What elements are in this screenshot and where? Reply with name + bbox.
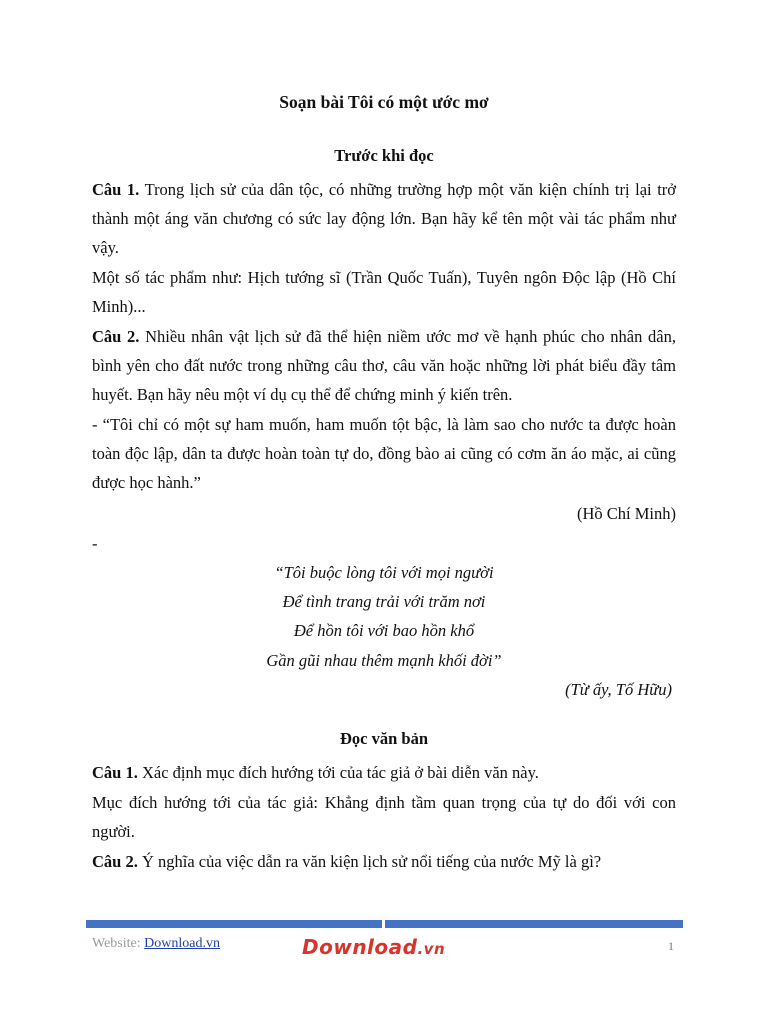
poem-line: Để tình trang trải với trăm nơi <box>282 592 486 612</box>
question-text: Nhiều nhân vật lịch sử đã thể hiện niềm ước mơ về hạnh phúc cho nhân dân, bình yên cho đất nước trong những câu thơ, câu văn hoặc những lời phát biểu đầy tâm huyết. Bạn hãy nêu một ví dụ cụ thể để chứng minh ý kiến trên. <box>92 327 676 405</box>
answer-1-block: Một số tác phẩm như: Hịch tướng sĩ (Trần Quốc Tuấn), Tuyên ngôn Độc lập (Hồ Chí Minh)... <box>92 268 676 317</box>
question-text: Xác định mục đích hướng tới của tác giả ở bài diễn văn này. <box>137 763 539 782</box>
footer-website-link[interactable]: Download.vn <box>144 936 220 951</box>
answer-1-block: Mục đích hướng tới của tác giả: Khẳng định tầm quan trọng của tự do đối với con người. <box>92 793 676 842</box>
page-number: 1 <box>668 939 674 953</box>
question-2-block <box>92 322 676 410</box>
logo-suffix-text: .vn <box>417 940 446 958</box>
footer-divider-gap <box>382 920 385 928</box>
poem-line: Để hồn tôi với bao hồn khổ <box>293 621 475 641</box>
section-heading-reading-text: Đọc văn bản <box>339 729 429 748</box>
question-1-block <box>92 758 676 787</box>
answer-2-citation: (Hồ Chí Minh) <box>577 504 676 523</box>
footer-website-label: Website: <box>92 936 145 951</box>
poem-citation: (Từ ấy, Tố Hữu) <box>565 680 672 699</box>
section-heading-before-reading: Trước khi đọc <box>334 146 434 165</box>
question-label: Câu 1. <box>92 180 140 199</box>
answer-2-quote: - “Tôi chỉ có một sự ham muốn, ham muốn tột bậc, là làm sao cho nước ta được hoàn toàn độc lập, dân ta được hoàn toàn tự do, đồng bào ai cũng có cơm ăn áo mặc, ai cũng được học hành.” <box>92 415 676 493</box>
poem <box>92 558 676 675</box>
poem-line: “Tôi buộc lòng tôi với mọi người <box>274 563 494 582</box>
question-label: Câu 2. <box>92 852 138 871</box>
question-1-block <box>92 175 676 263</box>
question-label: Câu 2. <box>92 327 140 346</box>
page-title: Soạn bài Tôi có một ước mơ <box>279 92 489 112</box>
question-text: Ý nghĩa của việc dẫn ra văn kiện lịch sử nổi tiếng của nước Mỹ là gì? <box>137 852 602 871</box>
footer-website <box>92 936 220 952</box>
list-dash: - <box>92 534 98 553</box>
logo-main-text: Download <box>302 935 418 959</box>
download-logo <box>302 935 445 959</box>
question-2-block <box>92 847 676 876</box>
poem-line: Gần gũi nhau thêm mạnh khối đời” <box>266 650 502 670</box>
question-text: Trong lịch sử của dân tộc, có những trường hợp một văn kiện chính trị lại trở thành một áng văn chương có sức lay động lớn. Bạn hãy kể tên một vài tác phẩm như vậy. <box>92 180 677 258</box>
question-label: Câu 1. <box>92 763 138 782</box>
